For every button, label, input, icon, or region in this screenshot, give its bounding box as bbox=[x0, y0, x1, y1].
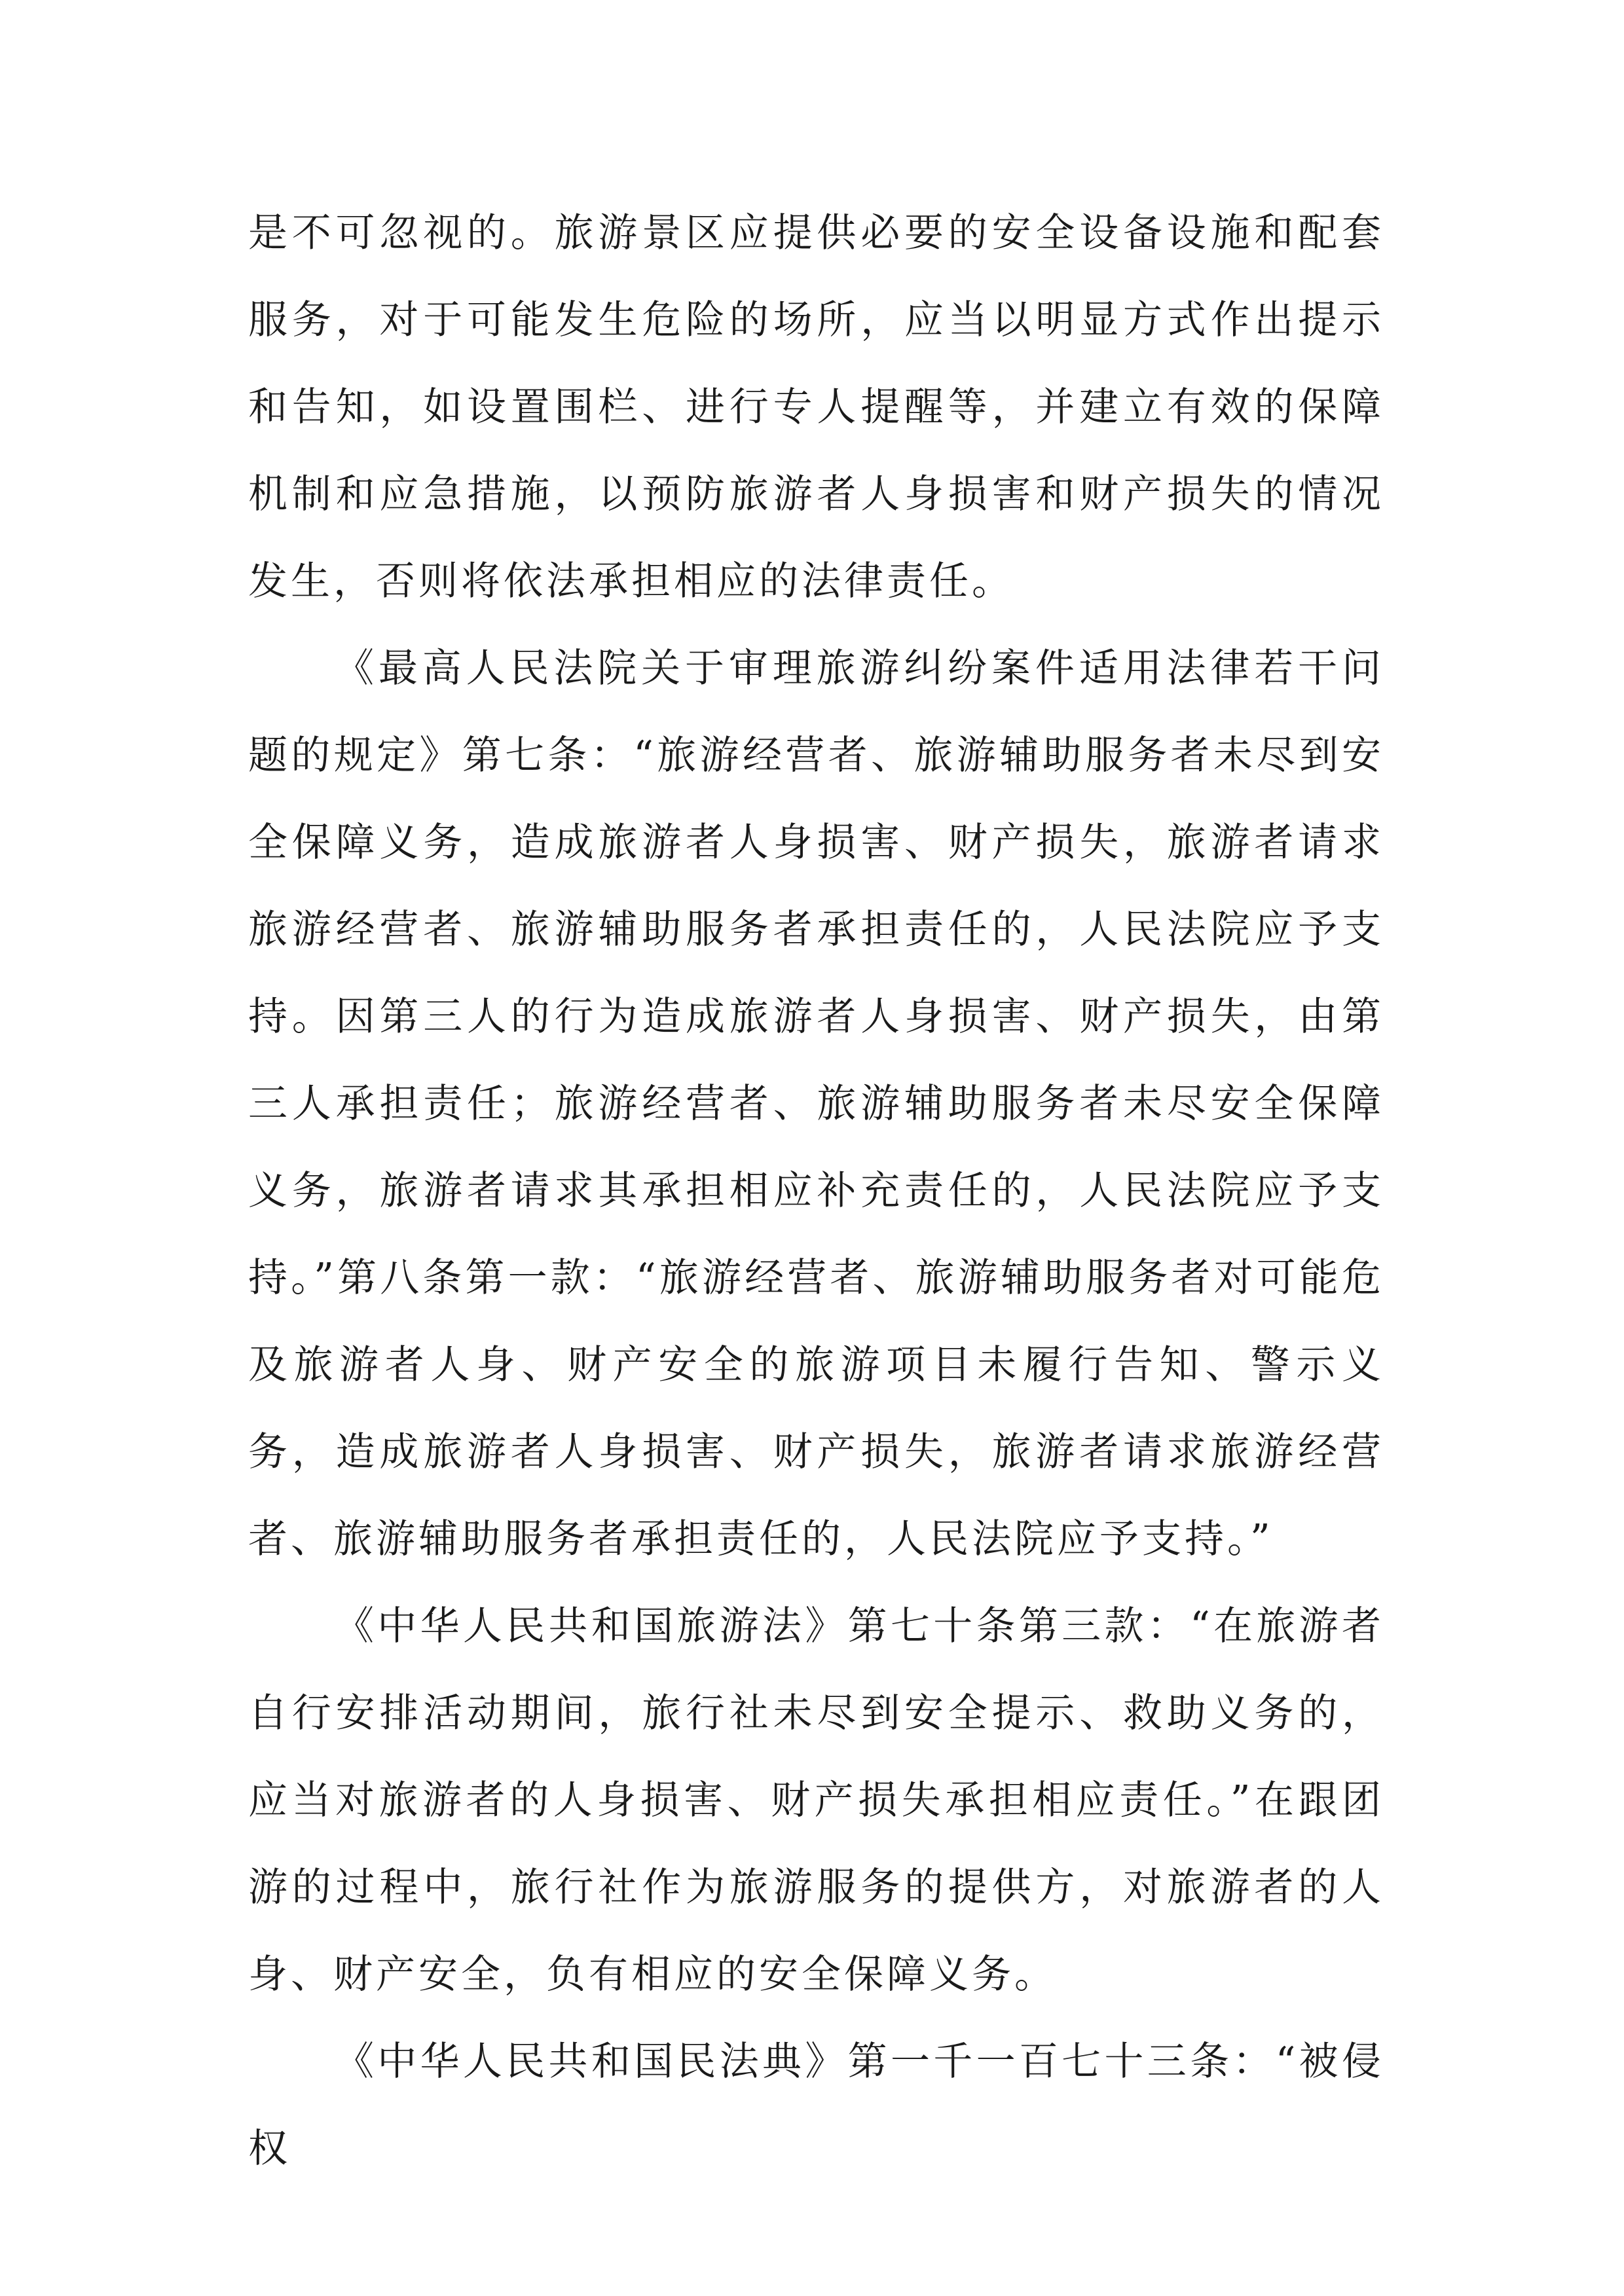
paragraph-supreme-court-rules: 《最高人民法院关于审理旅游纠纷案件适用法律若干问题的规定》第七条：“旅游经营者、旅游辅助服务者未尽到安全保障义务，造成旅游者人身损害、财产损失，旅游者请求旅游经营者、旅游辅助服务者承担责任的，人民法院应予支持。因第三人的行为造成旅游者人身损害、财产损失，由第三人承担责任；旅游经营者、旅游辅助服务者未尽安全保障义务，旅游者请求其承担相应补充责任的，人民法院应予支持。”第八条第一款：“旅游经营者、旅游辅助服务者对可能危及旅游者人身、财产安全的旅游项目未履行告知、警示义务，造成旅游者人身损害、财产损失，旅游者请求旅游经营者、旅游辅助服务者承担责任的，人民法院应予支持。” bbox=[248, 646, 1384, 1562]
paragraph-continuation: 是不可忽视的。旅游景区应提供必要的安全设备设施和配套服务，对于可能发生危险的场所，应当以明显方式作出提示和告知，如设置围栏、进行专人提醒等，并建立有效的保障机制和应急措施，以预防旅游者人身损害和财产损失的情况发生，否则将依法承担相应的法律责任。 bbox=[248, 210, 1384, 604]
paragraph-tourism-law: 《中华人民共和国旅游法》第七十条第三款：“在旅游者自行安排活动期间，旅行社未尽到安全提示、救助义务的，应当对旅游者的人身损害、财产损失承担相应责任。”在跟团游的过程中，旅行社作为旅游服务的提供方，对旅游者的人身、财产安全，负有相应的安全保障义务。 bbox=[248, 1603, 1384, 1997]
paragraph-civil-code: 《中华人民共和国民法典》第一千一百七十三条：“被侵权 bbox=[248, 2039, 1384, 2172]
document-body bbox=[248, 190, 1384, 2193]
